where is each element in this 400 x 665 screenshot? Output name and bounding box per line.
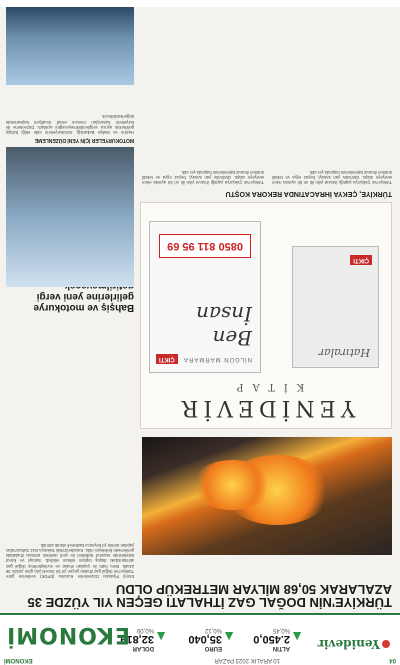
market-label: ALTIN (272, 645, 290, 651)
right-subhead-1: MOTOKURYELER İÇİN YENİ DÜZENLEME (34, 137, 134, 143)
newspaper-logo (318, 637, 390, 651)
market-gold (238, 619, 304, 651)
book-advertisement (140, 202, 392, 429)
lead-photo-fire (142, 437, 392, 555)
logo-mark-icon (382, 640, 390, 648)
market-label: EURO (204, 645, 222, 651)
arrow-up-icon: ▲ (290, 629, 304, 645)
book-author: NİLGÜN MARMARA (182, 356, 252, 362)
right-story-body: Hazine ve Maliye Bakanlığı, motokuryelerin elde ettiği bahşiş gelirlerinin ayrıca vergilendirilmeyeceğini açıkladı. Düzenleme ile kuryelerin kazançları mevcut esnaf muafiyeti kapsamında değerlendirilecek. (6, 114, 134, 135)
market-value: 32,819 (120, 633, 154, 645)
market-change: %0,45 (272, 627, 290, 633)
right-photo-sea (6, 7, 134, 85)
market-change: %0,09 (136, 627, 154, 633)
second-headline: TÜRKİYE, ÇEKYA İHRACATINDA REKORA KOŞTU (225, 190, 392, 197)
page-date: 10 ARALIK 2023 PAZAR (214, 657, 280, 663)
second-story-body-cont: Türkiye'nin Çekya'ya yaptığı ihracat yılın ilk on bir ayında rekor seviyeye ulaştı. Otomotiv yan sanayi, beyaz eşya ve tekstil ürünleri ihracat kalemlerinin başında yer aldı. (142, 169, 264, 185)
ad-phone: 0850 811 95 69 (159, 234, 251, 258)
market-euro (170, 619, 236, 651)
arrow-up-icon: ▲ (222, 629, 236, 645)
ad-brand: YENİDEVİR (176, 395, 356, 420)
market-label: DOLAR (132, 645, 154, 651)
right-headline: Bahşiş ve motokurye gelirlerine yeni vergi (33, 291, 134, 313)
book-badge: ÇIKTI (350, 255, 372, 265)
arrow-up-icon: ▲ (154, 629, 168, 645)
page-section-small: EKONOMİ (4, 657, 33, 663)
market-value: 2.450,0 (253, 633, 290, 645)
flame-shape (192, 460, 272, 510)
market-change: %0,12 (204, 627, 222, 633)
page-info-strip (0, 654, 400, 665)
book-cover-left (292, 246, 379, 368)
market-value: 35,040 (188, 633, 222, 645)
book-right-title: Ben İnsan (196, 302, 252, 350)
page-footer (0, 0, 400, 7)
page-number: 04 (389, 657, 396, 663)
section-header (0, 613, 400, 655)
book-badge: ÇIKTI (156, 354, 178, 364)
second-story-body: Türkiye'nin Çekya'ya yaptığı ihracat yılın ilk on bir ayında rekor seviyeye ulaştı. Otomotiv yan sanayi, beyaz eşya ve tekstil ürünleri ihracat kalemlerinin başında yer aldı. (272, 169, 392, 185)
lead-story-body: Enerji Piyasası Düzenleme Kurumu (EPDK) verilerine göre Türkiye'nin doğal gaz ithalatı geçen yıl bir önceki yıla göre yüzde 35 azaldı. Boru hattı ile yapılan ithalat ve sıvılaştırılmış doğal gaz alımlarındaki düşüş toplam miktarı etkiledi. Sanayi ve konut tüketiminde tasarruf tedbirleri ile yerli üretimin artması ithalattaki gerilemede belirleyici oldu. Karadeniz'deki Sakarya Gaz Sahası'ndan yapılan üretim yıl boyunca kademeli olarak artırıldı. (6, 542, 134, 579)
right-photo-courier (6, 147, 134, 287)
lead-headline: TÜRKİYE'NİN DOĞAL GAZ İTHALATI GEÇEN YIL YÜZDE 35 AZALARAK 50,68 MİLYAR METREKÜP OLDU (27, 582, 392, 610)
ad-brand-sub: KİTAP (227, 381, 305, 392)
logo-text: Yenidevir (317, 637, 380, 651)
book-left-title: Hatıralar (318, 346, 370, 359)
section-title: EKONOMİ (6, 622, 130, 647)
